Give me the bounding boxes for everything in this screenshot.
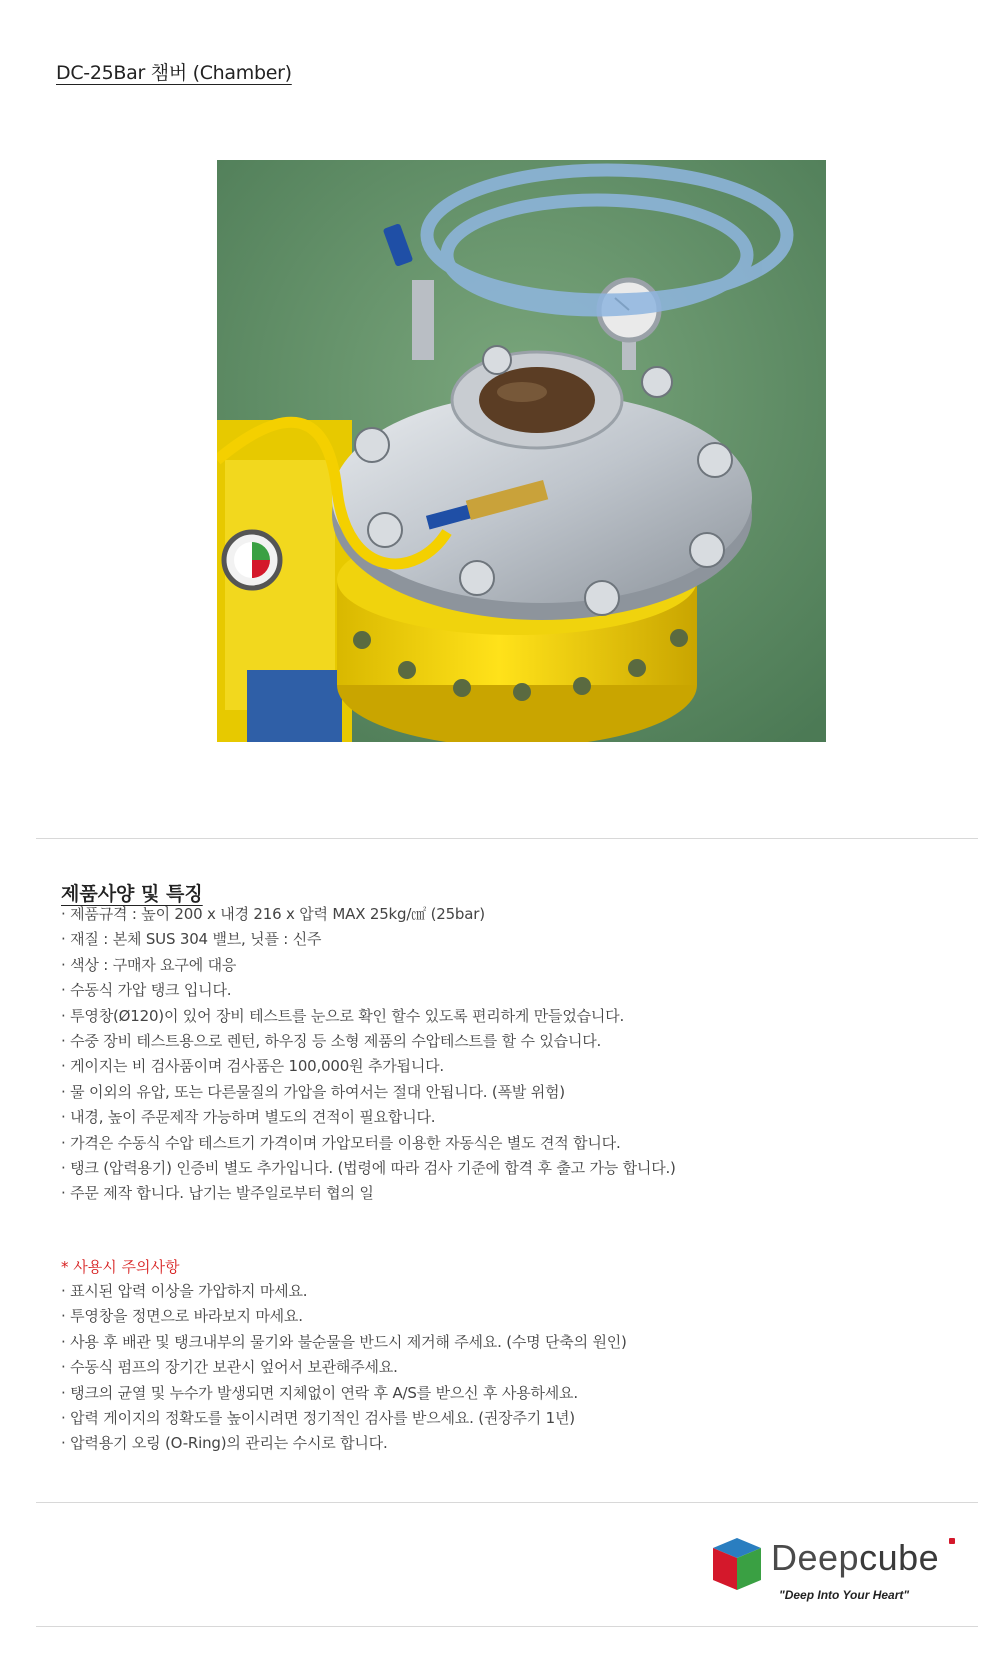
list-item: · 압력용기 오링 (O-Ring)의 관리는 수시로 합니다. — [61, 1434, 388, 1453]
list-item: · 색상 : 구매자 요구에 대응 — [61, 955, 237, 974]
caution-title: * 사용시 주의사항 — [61, 1258, 180, 1276]
list-item: · 수동식 펌프의 장기간 보관시 엎어서 보관해주세요. — [61, 1358, 398, 1377]
list-item: · 수동식 가압 탱크 입니다. — [61, 981, 232, 1000]
list-item: · 압력 게이지의 정확도를 높이시려면 정기적인 검사를 받으세요. (권장주기 1년) — [61, 1409, 575, 1428]
caution-list — [61, 1279, 627, 1457]
list-item: · 게이지는 비 검사품이며 검사품은 100,000원 추가됩니다. — [61, 1057, 444, 1076]
deepcube-logo — [711, 1534, 961, 1614]
logo-wordmark: Deepcube — [771, 1537, 940, 1578]
logo-tagline: "Deep Into Your Heart" — [779, 1588, 910, 1602]
divider — [36, 838, 978, 839]
list-item: · 투영창(Ø120)이 있어 장비 테스트를 눈으로 확인 할수 있도록 편리하게 만들었습니다. — [61, 1006, 625, 1025]
list-item: · 투영창을 정면으로 바라보지 마세요. — [61, 1307, 303, 1326]
divider — [36, 1626, 978, 1627]
specs-list — [61, 902, 676, 1207]
cube-icon — [711, 1536, 763, 1592]
logo-dot — [949, 1538, 955, 1544]
list-item: · 수중 장비 테스트용으로 렌턴, 하우징 등 소형 제품의 수압테스트를 할 수 있습니다. — [61, 1032, 602, 1051]
list-item: · 탱크 (압력용기) 인증비 별도 추가입니다. (법령에 따라 검사 기준에 합격 후 출고 가능 합니다.) — [61, 1159, 676, 1178]
divider — [36, 1502, 978, 1503]
list-item: · 탱크의 균열 및 누수가 발생되면 지체없이 연락 후 A/S를 받으신 후 사용하세요. — [61, 1383, 578, 1402]
page-title: DC-25Bar 챔버 (Chamber) — [56, 62, 292, 84]
list-item: · 가격은 수동식 수압 테스트기 가격이며 가압모터를 이용한 자동식은 별도 견적 합니다. — [61, 1133, 621, 1152]
list-item: · 주문 제작 합니다. 납기는 발주일로부터 협의 일 — [61, 1184, 374, 1203]
list-item: · 재질 : 본체 SUS 304 밸브, 닛플 : 신주 — [61, 930, 322, 949]
product-photo — [217, 160, 826, 742]
list-item: · 내경, 높이 주문제작 가능하며 별도의 견적이 필요합니다. — [61, 1108, 436, 1127]
list-item: · 사용 후 배관 및 탱크내부의 물기와 불순물을 반드시 제거해 주세요. (수명 단축의 원인) — [61, 1332, 627, 1351]
specs-title: 제품사양 및 특징 — [61, 883, 203, 905]
list-item: · 물 이외의 유압, 또는 다른물질의 가압을 하여서는 절대 안됩니다. (폭발 위험) — [61, 1082, 565, 1101]
list-item: · 제품규격 : 높이 200 x 내경 216 x 압력 MAX 25kg/㎠ (25bar) — [61, 905, 485, 923]
list-item: · 표시된 압력 이상을 가압하지 마세요. — [61, 1282, 308, 1300]
chamber-illustration — [217, 160, 826, 742]
